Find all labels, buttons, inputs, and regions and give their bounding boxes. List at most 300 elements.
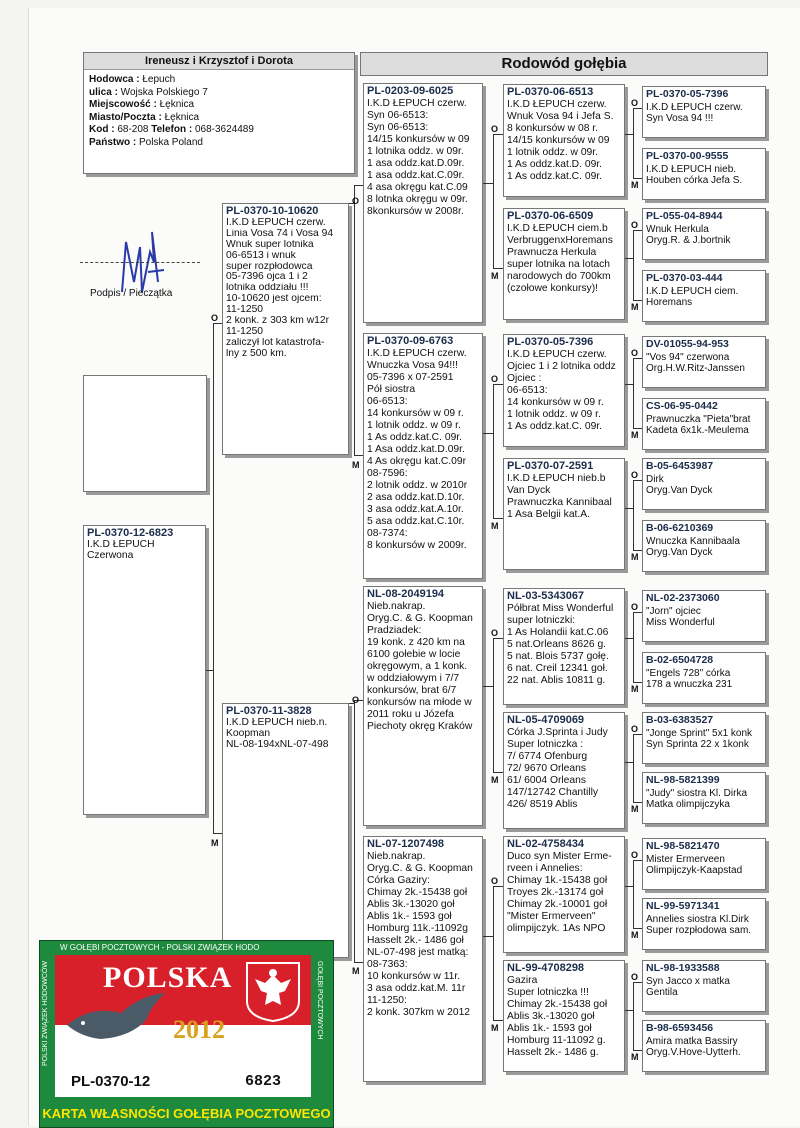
pedigree-line: 1 Asa oddz.kat.D.09r. <box>367 443 465 455</box>
ancestor-box <box>642 148 766 200</box>
pedigree-line: 8konkursów w 2008r. <box>367 205 464 217</box>
connector-line <box>633 682 642 683</box>
connector-line <box>483 183 493 184</box>
pedigree-line: konkursów na młode w <box>367 696 472 708</box>
connector-line <box>633 358 642 359</box>
ancestor-box <box>642 270 766 322</box>
pedigree-line: I.K.D ŁEPUCH czerw. <box>367 347 467 359</box>
pedigree-line: Troyes 2k.-13174 goł <box>507 886 604 898</box>
pedigree-line: Piechoty okręg Kraków <box>367 720 473 732</box>
pedigree-line: 11-1250 <box>226 305 264 316</box>
connector-line <box>633 982 642 983</box>
connector-line <box>483 433 493 434</box>
sex-label: M <box>631 180 639 190</box>
pedigree-line: Nieb.nakrap. <box>367 600 426 612</box>
ring-number: NL-05-4709069 <box>507 714 585 726</box>
great-grandparent-box <box>503 84 625 197</box>
pedigree-line: 10 konkursów w 11r. <box>367 970 461 982</box>
connector-line <box>354 700 355 962</box>
pedigree-line: Nieb.nakrap. <box>367 850 426 862</box>
ring-number: NL-08-2049194 <box>367 588 445 600</box>
ancestor-box <box>642 458 766 510</box>
ring-number: NL-98-5821399 <box>646 774 720 786</box>
sex-label: O <box>352 196 360 206</box>
connector-line <box>633 230 642 231</box>
pedigree-line: Hasselt 2k.- 1486 g. <box>507 1046 599 1058</box>
ring-number: PL-0370-07-2591 <box>507 460 594 472</box>
ancestor-box <box>642 1020 766 1072</box>
connector-line <box>625 886 633 887</box>
pedigree-line: Super lotniczka : <box>507 738 584 750</box>
ring-number: B-05-6453987 <box>646 460 714 472</box>
ring-number: PL-0370-11-3828 <box>226 705 312 717</box>
pedigree-line: 1 lotnik oddz. w 09 r. <box>367 419 461 431</box>
pedigree-line: Dirk <box>646 473 664 485</box>
pedigree-line: 178 a wnuczka 231 <box>646 679 733 690</box>
pedigree-line: 1 As Holandii kat.C.06 <box>507 626 609 638</box>
pedigree-line: Ablis 1k.- 1593 goł <box>507 1022 592 1034</box>
ancestor-box <box>642 960 766 1012</box>
pedigree-line: Oryg.C. & G. Koopman <box>367 862 473 874</box>
ring-number: CS-06-95-0442 <box>646 400 718 412</box>
connector-line <box>493 1020 503 1021</box>
pedigree-line: Syn Sprinta 22 x 1konk <box>646 739 749 750</box>
pedigree-line: Gentila <box>646 987 678 998</box>
breeder-row: Miejscowość : Łęknica <box>89 99 195 110</box>
pedigree-line: 8 konkursów w 2009r. <box>367 539 467 551</box>
pedigree-line: Duco syn Mister Erme- <box>507 850 612 862</box>
pedigree-line: Pół siostra <box>367 383 416 395</box>
breeder-row: ulica : Wojska Polskiego 7 <box>89 86 208 98</box>
pedigree-line: 1 lotnika oddz. w 09r. <box>367 145 464 157</box>
ring-number: PL-0370-12-6823 <box>87 527 174 539</box>
breeder-info-box <box>83 52 355 174</box>
pedigree-line: 05-7396 x 07-2591 <box>367 371 454 383</box>
sex-label: M <box>491 521 499 531</box>
connector-line <box>633 428 642 429</box>
pedigree-line: Annelies siostra Kl.Dirk <box>646 913 749 925</box>
sex-label: O <box>631 724 639 734</box>
pedigree-line: Super lotniczka !!! <box>507 986 589 998</box>
pedigree-line: Mister Ermerveen <box>646 853 725 865</box>
pedigree-line: I.K.D ŁEPUCH czerw. <box>507 98 607 110</box>
pedigree-line: 72/ 9670 Orleans <box>507 762 586 774</box>
sex-label: O <box>631 98 639 108</box>
connector-line <box>483 936 493 937</box>
sex-label: O <box>631 220 639 230</box>
pedigree-line: I.K.D ŁEPUCH czerw. <box>226 217 326 228</box>
breeder-details <box>84 74 354 149</box>
ring-number: PL-0370-03-444 <box>646 272 723 284</box>
pedigree-line: Oryg.Van Dyck <box>646 485 713 496</box>
pedigree-line: Syn Vosa 94 !!! <box>646 113 714 124</box>
pedigree-line: I.K.D ŁEPUCH <box>87 539 155 550</box>
pedigree-line: Ablis 3k.-13020 goł <box>367 898 455 910</box>
pedigree-line: 08-7596: <box>367 467 408 479</box>
card-country: POLSKA <box>103 961 233 994</box>
sex-label: O <box>631 850 639 860</box>
pedigree-line: Wnuczka Vosa 94!!! <box>367 359 459 371</box>
pedigree-line: 1 As oddz.kat.C. 09r. <box>507 170 603 182</box>
sex-label: M <box>631 1052 639 1062</box>
connector-line <box>213 323 222 324</box>
connector-line <box>633 550 642 551</box>
pedigree-line: 2 lotnik oddz. w 2010r <box>367 479 468 491</box>
pedigree-line: "Judy" siostra Kl. Dirka <box>646 787 748 799</box>
pedigree-line: super lotnika na lotach <box>507 258 611 270</box>
pedigree-line: 05-7396 ojca 1 i 2 <box>226 272 308 283</box>
breeder-row: Kod : 68-208 Telefon : 068-3624489 <box>89 124 254 135</box>
connector-line <box>493 638 494 772</box>
pedigree-line: 2011 roku u Józefa <box>367 708 454 720</box>
pedigree-line: 5 asa oddz.kat.C.10r. <box>367 515 465 527</box>
pedigree-line: Wnuk Vosa 94 i Jefa S. <box>507 110 614 122</box>
pedigree-line: 10-10620 jest ojcem: <box>226 294 322 305</box>
connector-line <box>625 258 633 259</box>
pedigree-line: 08-7374: <box>367 527 408 539</box>
sex-label: M <box>631 302 639 312</box>
grandparent-box <box>363 836 483 1082</box>
pedigree-line: Córka Gaziry: <box>367 874 430 886</box>
great-grandparent-box <box>503 334 625 447</box>
pedigree-line: Koopman <box>226 728 271 739</box>
ring-number: PL-0370-05-7396 <box>507 336 594 348</box>
sex-label: M <box>491 775 499 785</box>
connector-line <box>625 762 633 763</box>
ancestor-box <box>642 208 766 260</box>
connector-line <box>625 1010 633 1011</box>
pedigree-line: Miss Wonderful <box>646 617 715 628</box>
pedigree-line: Córka J.Sprinta i Judy <box>507 726 608 738</box>
ring-number: PL-0370-06-6513 <box>507 86 594 98</box>
pedigree-line: Ablis 1k.- 1593 goł <box>367 910 452 922</box>
pedigree-line: 2 konk. z 303 km w12r <box>226 316 330 327</box>
ring-number: PL-0370-00-9555 <box>646 150 729 162</box>
ancestor-box <box>642 772 766 824</box>
ancestor-box <box>642 520 766 572</box>
ancestor-box <box>642 336 766 388</box>
pedigree-line: 8 konkursów w 08 r. <box>507 122 598 134</box>
sex-label: O <box>491 124 499 134</box>
pedigree-line: Matka olimpijczyka <box>646 799 730 810</box>
sex-label: M <box>352 966 360 976</box>
pedigree-line: Van Dyck <box>507 484 551 496</box>
pedigree-line: NL-08-194xNL-07-498 <box>226 739 329 750</box>
pedigree-line: 14/15 konkursów w 09 <box>507 134 610 146</box>
ring-number: B-02-6504728 <box>646 654 714 666</box>
pedigree-line: Hasselt 2k.- 1486 goł <box>367 934 464 946</box>
ring-number: NL-02-2373060 <box>646 592 720 604</box>
sex-label: O <box>491 374 499 384</box>
connector-line <box>633 108 634 178</box>
connector-line <box>633 860 634 928</box>
connector-line <box>354 185 355 455</box>
pedigree-line: zaliczył lot katastrofa- <box>226 337 325 348</box>
pedigree-line: I.K.D ŁEPUCH nieb.b <box>507 472 606 484</box>
connector-line <box>633 480 634 550</box>
pedigree-line: Chimay 1k.-15438 goł <box>507 874 608 886</box>
pedigree-line: (czołowe konkursy)! <box>507 282 598 294</box>
connector-line <box>493 772 503 773</box>
pedigree-line: 5 nat.Orleans 8626 g. <box>507 638 607 650</box>
pedigree-line: 8 lotnka okręgu w 09r. <box>367 193 468 205</box>
eagle-emblem-icon <box>245 961 301 1023</box>
photo-placeholder <box>83 375 207 492</box>
ring-number: DV-01055-94-953 <box>646 338 729 350</box>
connector-line <box>493 638 503 639</box>
pedigree-line: Prawnuczka "Pieta"brat <box>646 413 751 425</box>
ancestor-box <box>642 86 766 138</box>
pedigree-line: Wnuk super lotnika <box>226 239 314 250</box>
pedigree-line: I.K.D ŁEPUCH ciem. <box>646 285 739 297</box>
pedigree-line: I.K.D ŁEPUCH nieb. <box>646 163 737 175</box>
great-grandparent-box <box>503 208 625 320</box>
pedigree-line: 2 asa oddz.kat.D.10r. <box>367 491 465 503</box>
great-grandparent-box <box>503 836 625 953</box>
connector-line <box>633 108 642 109</box>
ring-number: NL-07-1207498 <box>367 838 445 850</box>
pedigree-line: 2 konk. 307km w 2012 <box>367 1006 471 1018</box>
pedigree-line: Prawnucza Herkula <box>507 246 597 258</box>
pedigree-line: Wnuk Herkula <box>646 223 709 235</box>
pedigree-line: I.K.D ŁEPUCH czerw. <box>507 348 607 360</box>
breeder-row: Hodowca : Łepuch <box>89 74 176 85</box>
pedigree-line: Houben córka Jefa S. <box>646 175 743 186</box>
connector-line <box>493 886 494 1020</box>
ring-number: NL-98-5821470 <box>646 840 720 852</box>
pedigree-line: olimpijczyk. 1As NPO <box>507 922 606 934</box>
connector-line <box>633 860 642 861</box>
pedigree-line: super lotniczki: <box>507 614 576 626</box>
pedigree-line: 1 asa oddz.kat.C.09r. <box>367 169 465 181</box>
great-grandparent-box <box>503 588 625 705</box>
pedigree-line: "Mister Ermerveen" <box>507 910 596 922</box>
great-grandparent-box <box>503 960 625 1072</box>
sex-label: M <box>631 930 639 940</box>
pedigree-line: Kadeta 6x1k.-Meulema <box>646 425 749 436</box>
pedigree-line: Chimay 2k.-15438 goł <box>367 886 468 898</box>
ring-number: B-03-6383527 <box>646 714 714 726</box>
breeder-row: Państwo : Polska Poland <box>89 136 203 148</box>
connector-line <box>493 134 503 135</box>
pedigree-line: 5 nat. Blois 5737 gołę. <box>507 650 609 662</box>
pedigree-line: Chimay 2k.-10001 goł <box>507 898 608 910</box>
pedigree-line: Syn 06-6513: <box>367 109 429 121</box>
pedigree-line: 7/ 6774 Ofenburg <box>507 750 588 762</box>
pedigree-line: 1 asa oddz.kat.D.09r. <box>367 157 465 169</box>
connector-line <box>633 802 642 803</box>
connector-line <box>633 358 634 428</box>
connector-line <box>633 612 642 613</box>
ring-number: NL-03-5343067 <box>507 590 585 602</box>
pedigree-line: super rozpłodowca <box>226 261 313 272</box>
pedigree-line: Olimpijczyk-Kaapstad <box>646 865 743 876</box>
pedigree-line: 3 asa oddz.kat.M. 11r <box>367 982 466 994</box>
ancestor-box <box>642 898 766 950</box>
pedigree-line: 3 asa oddz.kat.A.10r. <box>367 503 464 515</box>
pedigree-line: I.K.D ŁEPUCH czerw. <box>367 97 467 109</box>
pedigree-line: Super rozpłodowa sam. <box>646 925 752 936</box>
card-inner <box>55 955 311 1097</box>
connector-line <box>625 638 633 639</box>
card-ring-prefix: PL-0370-12 <box>71 1073 151 1090</box>
ring-number: PL-0370-10-10620 <box>226 205 319 217</box>
pedigree-line: "Engels 728" córka <box>646 667 731 679</box>
pigeon-icon <box>61 985 171 1055</box>
grandparent-box <box>363 333 483 579</box>
pedigree-line: 19 konk. z 420 km na <box>367 636 465 648</box>
sex-label: O <box>631 972 639 982</box>
connector-line <box>633 178 642 179</box>
grandparent-box <box>363 83 483 323</box>
pedigree-line: rveen i Annelies: <box>507 862 583 874</box>
pedigree-line: 6 nat. Creil 12341 goł. <box>507 662 608 674</box>
sex-label: O <box>211 313 219 323</box>
pedigree-line: Oryg.C. & G. Koopman <box>367 612 473 624</box>
card-side-text-right: GOŁĘBI POCZTOWYCH <box>316 961 323 1040</box>
ancestor-box <box>642 398 766 450</box>
pedigree-line: 22 nat. Ablis 10811 g. <box>507 674 606 686</box>
pedigree-line: VerbruggenxHoremans <box>507 234 613 246</box>
pedigree-line: Gazira <box>507 974 538 986</box>
pedigree-line: Org.H.W.Ritz-Janssen <box>646 363 745 374</box>
pedigree-line: 6100 gołebie w locie <box>367 648 461 660</box>
pedigree-line: Prawnuczka Kannibaal <box>507 496 612 508</box>
connector-line <box>493 384 494 518</box>
sex-label: O <box>631 348 639 358</box>
connector-line <box>633 928 642 929</box>
connector-line <box>633 734 642 735</box>
pedigree-line: Ablis 3k.-13020 goł <box>507 1010 595 1022</box>
pedigree-line: I.K.D ŁEPUCH nieb.n. <box>226 717 328 728</box>
card-ring-number: 6823 <box>245 1073 282 1090</box>
pedigree-line: 4 asa okręgu kat.C.09 <box>367 181 468 193</box>
card-footer: KARTA WŁASNOŚCI GOŁĘBIA POCZTOWEGO <box>42 1106 331 1121</box>
sex-label: O <box>491 876 499 886</box>
pedigree-line: konkursów, brat 6/7 <box>367 684 457 696</box>
sex-label: M <box>631 552 639 562</box>
connector-line <box>633 480 642 481</box>
connector-line <box>633 300 642 301</box>
pedigree-line: narodowych do 700km <box>507 270 611 282</box>
sex-label: O <box>631 470 639 480</box>
pedigree-line: Linia Vosa 74 i Vosa 94 <box>226 228 334 239</box>
pedigree-line: Czerwona <box>87 550 134 561</box>
pedigree-line: Oryg.R. & J.bortnik <box>646 235 731 246</box>
pedigree-line: NL-07-498 jest matką: <box>367 946 469 958</box>
pedigree-line: 1 Asa Belgii kat.A. <box>507 508 590 520</box>
pedigree-line: 14 konkursów w 09 r. <box>367 407 464 419</box>
pedigree-line: 4 As okręgu kat.C.09r <box>367 455 467 467</box>
connector-line <box>493 134 494 268</box>
pedigree-line: "Jorn" ojciec <box>646 605 701 617</box>
connector-line <box>633 734 634 802</box>
connector-line <box>493 518 503 519</box>
owner-name: Ireneusz i Krzysztof i Dorota <box>84 53 354 70</box>
ancestor-box <box>642 838 766 890</box>
pedigree-line: 61/ 6004 Orleans <box>507 774 586 786</box>
ring-number: B-06-6210369 <box>646 522 714 534</box>
connector-line <box>633 982 634 1050</box>
connector-line <box>213 323 214 833</box>
ring-number: NL-02-4758434 <box>507 838 585 850</box>
pedigree-line: lotnika oddziału !!! <box>226 283 309 294</box>
connector-line <box>633 1050 642 1051</box>
connector-line <box>206 670 213 671</box>
ring-number: B-98-6593456 <box>646 1022 714 1034</box>
pedigree-line: 11-1250: <box>367 994 407 1006</box>
pedigree-line: I.K.D ŁEPUCH czerw. <box>646 101 743 113</box>
connector-line <box>625 508 633 509</box>
connector-line <box>354 455 363 456</box>
pedigree-line: Homburg 11k.-11092g <box>367 922 468 934</box>
ring-number: PL-0203-09-6025 <box>367 85 454 97</box>
pedigree-line: 1 As oddz.kat.C. 09r. <box>507 420 603 432</box>
pedigree-line: 1 lotnik oddz. w 09 r. <box>507 408 601 420</box>
dam-box <box>222 703 349 958</box>
signature-label: Podpis / Pieczątka <box>90 288 173 299</box>
sex-label: M <box>352 460 360 470</box>
ancestor-box <box>642 652 766 704</box>
pedigree-line: Ojciec : <box>507 372 542 384</box>
pedigree-line: Syn 06-6513: <box>367 121 429 133</box>
connector-line <box>493 268 503 269</box>
pedigree-line: 426/ 8519 Ablis <box>507 798 578 810</box>
ring-number: PL-0370-09-6763 <box>367 335 454 347</box>
breeder-row: Miasto/Poczta : Łęknica <box>89 111 200 123</box>
ring-number: NL-99-5971341 <box>646 900 720 912</box>
pedigree-line: 1 lotnik oddz. w 09r. <box>507 146 599 158</box>
connector-line <box>213 833 222 834</box>
pedigree-line: Horemans <box>646 297 693 308</box>
pedigree-line: 08-7363: <box>367 958 408 970</box>
pedigree-line: I.K.D ŁEPUCH ciem.b <box>507 222 608 234</box>
ring-number: NL-99-4708298 <box>507 962 585 974</box>
ownership-card <box>39 940 334 1128</box>
pedigree-line: 11-1250 <box>226 326 264 337</box>
ring-number: PL-0370-06-6509 <box>507 210 594 222</box>
pedigree-line: "Vos 94" czerwona <box>646 351 730 363</box>
connector-line <box>633 612 634 682</box>
sex-label: M <box>491 1023 499 1033</box>
ancestor-box <box>642 590 766 642</box>
great-grandparent-box <box>503 712 625 829</box>
pedigree-line: Wnuczka Kannibaala <box>646 535 740 547</box>
connector-line <box>354 185 363 186</box>
pedigree-line: 147/12742 Chantilly <box>507 786 599 798</box>
pedigree-line: lny z 500 km. <box>226 348 287 359</box>
sex-label: M <box>631 430 639 440</box>
pedigree-line: "Jonge Sprint" 5x1 konk <box>646 727 753 739</box>
ring-number: NL-98-1933588 <box>646 962 720 974</box>
connector-line <box>633 230 634 300</box>
connector-line <box>483 686 493 687</box>
pedigree-line: Półbrat Miss Wonderful <box>507 602 614 614</box>
card-arc-text: W GOŁĘBI POCZTOWYCH - POLSKI ZWIĄZEK HODO <box>60 943 260 952</box>
card-year: 2012 <box>173 1015 225 1044</box>
connector-line <box>493 384 503 385</box>
grandparent-box <box>363 586 483 826</box>
sire-box <box>222 203 349 455</box>
pedigree-line: Homburg 11-11092 g. <box>507 1034 606 1046</box>
page-title: Rodowód gołębia <box>360 52 768 76</box>
pedigree-line: Pradziadek: <box>367 624 422 636</box>
ring-number: PL-055-04-8944 <box>646 210 723 222</box>
pedigree-line: 1 As oddz.kat.C. 09r. <box>367 431 463 443</box>
pedigree-line: 06-6513: <box>507 384 548 396</box>
pedigree-line: Oryg.V.Hove-Uytterh. <box>646 1047 741 1058</box>
pedigree-line: Oryg.Van Dyck <box>646 547 713 558</box>
